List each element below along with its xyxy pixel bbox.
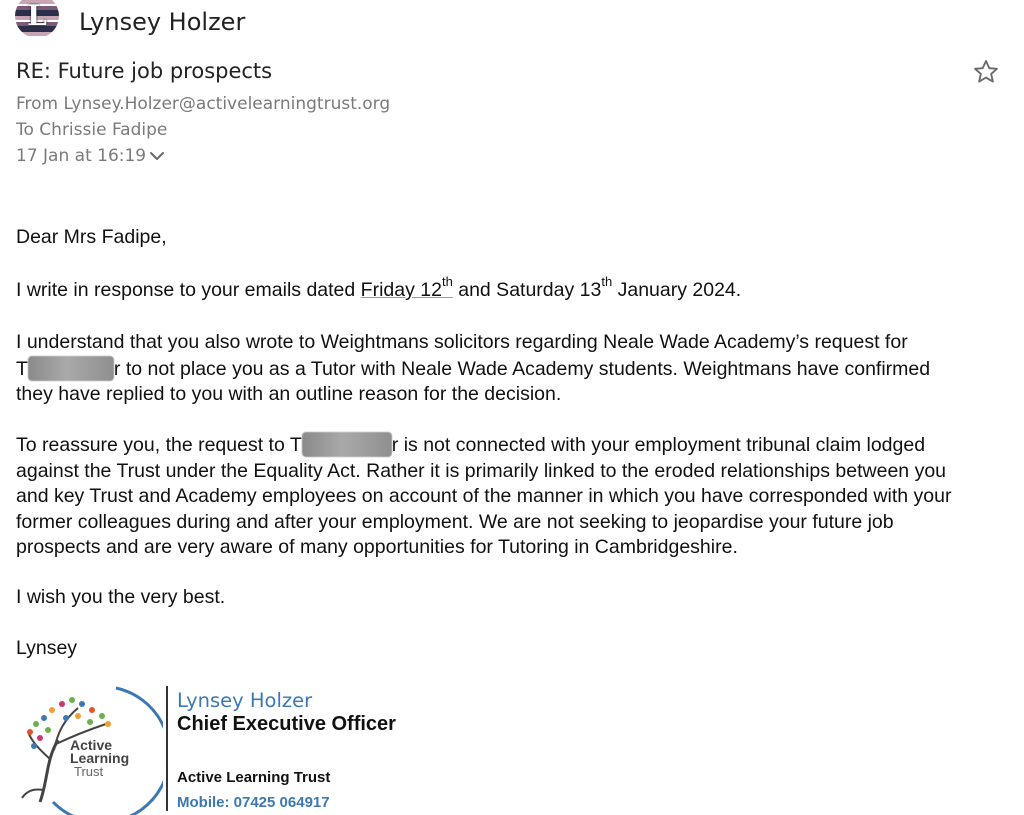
date-text: 17 Jan at 16:19: [16, 146, 147, 166]
logo-text-active: Active: [70, 737, 113, 753]
from-line[interactable]: From Lynsey.Holzer@activelearningtrust.org: [16, 94, 391, 114]
paragraph-2: [16, 330, 1006, 408]
star-icon[interactable]: [972, 58, 1000, 86]
paragraph-1: [16, 273, 1006, 304]
signature-name: Lynsey Holzer: [177, 689, 313, 712]
p3-line-3: and key Trust and Academy employees on account of the manner in which you have corresponded with your: [16, 485, 952, 507]
email-subject: RE: Future job prospects: [16, 59, 273, 83]
date-link-friday[interactable]: [360, 273, 453, 301]
paragraph-3: [16, 432, 1006, 561]
active-learning-trust-logo: [18, 680, 163, 815]
p2-line-2-text: r to not place you as a Tutor with Neale Wade Academy students. Weightmans have confirmed: [113, 357, 931, 380]
redacted-block: [28, 356, 114, 381]
p3-line-1: [16, 432, 1006, 459]
date-line[interactable]: [16, 146, 165, 166]
p1-text-c: January 2024.: [612, 279, 742, 301]
logo-text-learning: Learning: [70, 750, 130, 766]
greeting: Dear Mrs Fadipe,: [16, 226, 167, 248]
p1-text-b: and Saturday 13: [452, 279, 602, 301]
signature-divider: [166, 686, 168, 811]
to-line[interactable]: To Chrissie Fadipe: [16, 120, 168, 140]
sender-name[interactable]: Lynsey Holzer: [79, 8, 246, 36]
p1-sup-1: th: [441, 273, 453, 289]
redacted-block: [302, 432, 392, 457]
p3-line-1b: r is not connected with your employment tribunal claim lodged: [391, 434, 926, 456]
p1-friday: Friday 12: [360, 279, 442, 301]
chevron-down-icon[interactable]: [149, 150, 165, 162]
p3-line-5: prospects and are very aware of many opportunities for Tutoring in Cambridgeshire.: [16, 536, 738, 558]
sender-avatar[interactable]: [15, 0, 59, 38]
p1-text-a: I write in response to your emails dated: [16, 279, 361, 301]
signoff: Lynsey: [16, 637, 78, 659]
signature-org: Active Learning Trust: [177, 769, 331, 786]
p1-sup-2: th: [601, 273, 613, 289]
signature-mobile[interactable]: Mobile: 07425 064917: [177, 794, 330, 811]
p2-line-2: [16, 356, 1006, 383]
closing: I wish you the very best.: [16, 586, 226, 608]
p2-line-1: I understand that you also wrote to Weightmans solicitors regarding Neale Wade Academy’s request for: [16, 331, 908, 353]
p3-line-1a: To reassure you, the request to T: [16, 434, 302, 456]
p3-line-2: against the Trust under the Equality Act. Rather it is primarily linked to the eroded relationships between you: [16, 459, 947, 482]
p3-line-4: former colleagues during and after your employment. We are not seeking to jeopardise your future job: [16, 510, 894, 533]
logo-text-trust: Trust: [74, 764, 104, 779]
signature-title: Chief Executive Officer: [177, 713, 396, 735]
p2-t: T: [16, 357, 28, 380]
avatar-letter: L: [27, 0, 47, 32]
p2-line-3: they have replied to you with an outline reason for the decision.: [16, 383, 562, 405]
